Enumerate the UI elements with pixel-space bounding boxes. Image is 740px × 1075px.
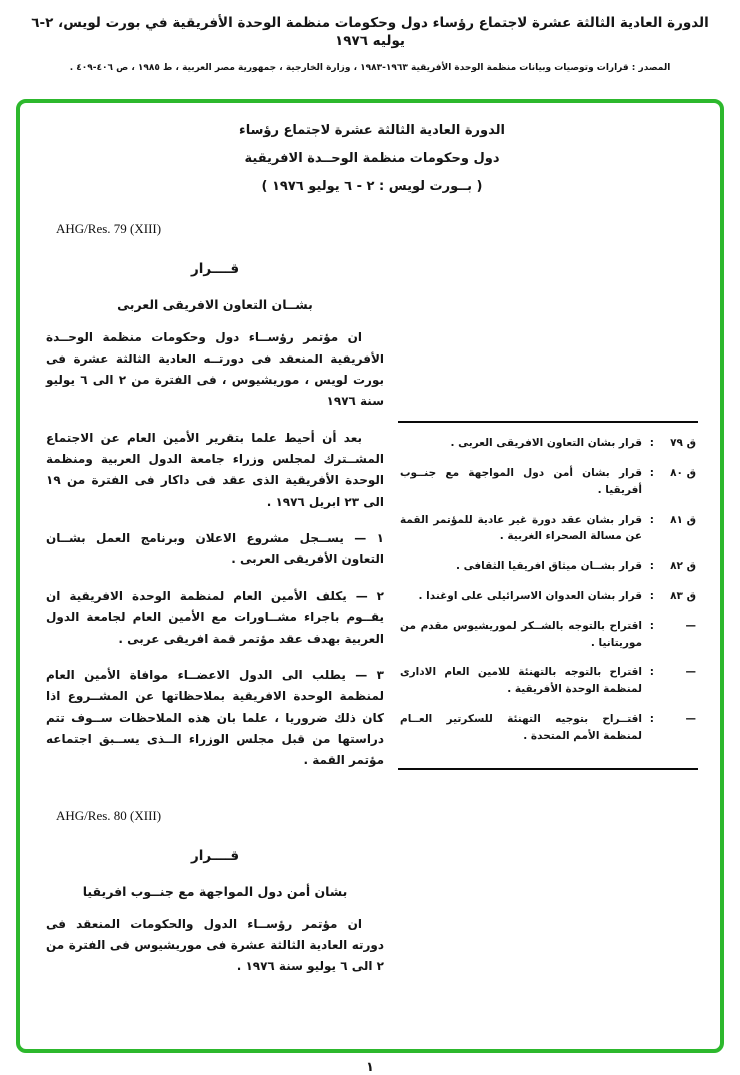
toc-item-separator: : — [649, 513, 654, 526]
toc-item-dash: — — [685, 666, 696, 679]
document-title — [46, 117, 698, 201]
toc-item-separator: : — [649, 666, 654, 679]
toc-item-text: اقتراح بالتوجه بالتهنئة للامين العام الادارى لمنظمة الوحدة الأفريقية . — [400, 666, 642, 696]
resolutions-column — [46, 215, 384, 978]
header-title: الدورة العادية الثالثة عشرة لاجتماع رؤساء دول وحكومات منظمة الوحدة الأفريقية في بورت لويس، ٢-٦ يوليه ١٩٧٦ — [31, 15, 709, 50]
toc-item-number: ق ٨١ — [670, 513, 696, 526]
toc-item-separator: : — [649, 713, 654, 726]
toc-item-number: ق ٨٣ — [670, 590, 696, 603]
toc-rule-top — [398, 421, 698, 423]
toc-item-dash: — — [685, 713, 696, 726]
toc-item-text: قرار بشــان ميثاق افريقيا الثقافى . — [456, 560, 642, 573]
toc-item-res-83 — [398, 588, 696, 605]
resolution-79-preamble: ان مؤتمر رؤســاء دول وحكومات منظمة الوحــدة الأفريقية المنعقد فى دورتــه العادية الثالثة عشرة فى بورت لويس ، موريشيوس ، فى الفترة من ٢ الى ٦ يوليو سنة ١٩٧٦ — [46, 330, 384, 409]
toc-item-motion-thanks — [398, 618, 696, 652]
toc-column — [398, 421, 698, 978]
document-title-line-3: ( بــورت لويس : ٢ - ٦ يوليو ١٩٧٦ ) — [261, 179, 483, 195]
document-header — [0, 0, 740, 73]
toc-item-number: ق ٨٠ — [670, 467, 696, 480]
toc-list — [398, 423, 698, 767]
toc-item-separator: : — [649, 560, 654, 573]
resolution-80-preamble: ان مؤتمر رؤســاء الدول والحكومات المنعقد فى دورته العادية الثالثة عشرة فى موريشيوس فى الفترة من ٢ الى ٦ يوليو سنة ١٩٧٦ . — [46, 916, 384, 974]
toc-item-text: قرار بشان أمن دول المواجهة مع جنــوب أفريقيا . — [400, 467, 642, 496]
page-number: ١ — [366, 1060, 374, 1075]
resolution-79-heading: قــــرار — [190, 261, 240, 278]
content-frame — [16, 99, 724, 1053]
resolution-79-operative-3: ٣ — يطلب الى الدول الاعضــاء موافاة الأمين العام لمنظمة الوحدة الافريقية بملاحظاتها عن المشــروع اذا كان ذلك ضروريا ، علما بان هذه الملاحظات ســوف تتم دراستها من قبل مجلس الوزراء الــذى يســبق اجتماعه مؤتمر القمة . — [46, 667, 384, 768]
toc-item-separator: : — [649, 619, 654, 632]
toc-item-motion-congrats-sg — [398, 664, 696, 698]
resolution-80-heading: قــــرار — [190, 847, 240, 864]
resolution-79-operative-1: ١ — يســجل مشروع الاعلان وبرنامج العمل بشــان التعاون الأفريقى العربى . — [46, 531, 384, 567]
resolution-79-noted-paragraph — [46, 428, 384, 513]
resolution-80-reference: AHG/Res. 80 (XIII) — [56, 807, 162, 823]
document-title-line-1: الدورة العادية الثالثة عشرة لاجتماع رؤساء — [239, 123, 505, 139]
toc-item-res-82 — [398, 558, 696, 575]
toc-item-number: ق ٨٢ — [670, 560, 696, 573]
toc-item-text: اقتــراح بتوجيه التهنئة للسكرتير العــام لمنظمة الأمم المتحدة . — [400, 713, 642, 742]
toc-item-separator: : — [649, 590, 654, 603]
toc-item-number: ق ٧٩ — [670, 437, 696, 450]
toc-item-dash: — — [685, 619, 696, 632]
paragraph-rest: بتقرير الأمين العام عن الاجتماع المشــترك لمجلس وزراء جامعة الدول العربية ومنظمة الوحدة الأفريقية الذى عقد فى داكار فى الفترة من ١٩ الى ٢٣ ابريل ١٩٧٦ . — [46, 430, 384, 509]
toc-item-res-79 — [398, 435, 696, 452]
paragraph-lead: بعد أن أحيط علما — [251, 430, 362, 445]
document-title-line-2: دول وحكومات منظمة الوحــدة الافريقية — [244, 151, 500, 167]
resolution-80-subject: بشان أمن دول المواجهة مع جنــوب افريقيا — [82, 883, 348, 899]
resolution-79-subject: بشــان التعاون الافريقى العربى — [117, 297, 313, 313]
header-source: المصدر : قرارات وتوصيات وبيانات منظمة الوحدة الأفريقية ١٩٦٣-١٩٨٣ ، وزارة الخارجية ، جمهورية مصر العربية ، ط ١٩٨٥ ، ص ٤٠٦-٤٠٩ . — [69, 63, 671, 74]
toc-item-separator: : — [649, 437, 654, 450]
toc-item-separator: : — [649, 467, 654, 480]
toc-item-motion-congrats-un — [398, 711, 696, 745]
toc-rule-bottom — [398, 768, 698, 770]
resolution-79-reference: AHG/Res. 79 (XIII) — [56, 221, 162, 237]
toc-item-text: قرار بشان عقد دورة غير عادية للمؤتمر القمة عن مسالة الصحراء الغربية . — [400, 513, 642, 543]
toc-item-text: اقتراح بالتوجه بالشــكر لموريشيوس مقدم من موريتانيا . — [400, 619, 642, 649]
toc-item-res-80 — [398, 465, 696, 499]
toc-item-text: قرار بشان العدوان الاسرائيلى على اوغندا . — [418, 590, 642, 603]
resolution-79-operative-2: ٢ — يكلف الأمين العام لمنظمة الوحدة الافريقية ان يقــوم باجراء مشــاورات مع الأمين العام لجامعة الدول العربية بهدف عقد مؤتمر قمة افريقى عربى . — [46, 588, 384, 646]
toc-item-res-81 — [398, 512, 696, 546]
toc-item-text: قرار بشان التعاون الافريقى العربى . — [450, 437, 642, 450]
content-columns — [46, 215, 698, 978]
